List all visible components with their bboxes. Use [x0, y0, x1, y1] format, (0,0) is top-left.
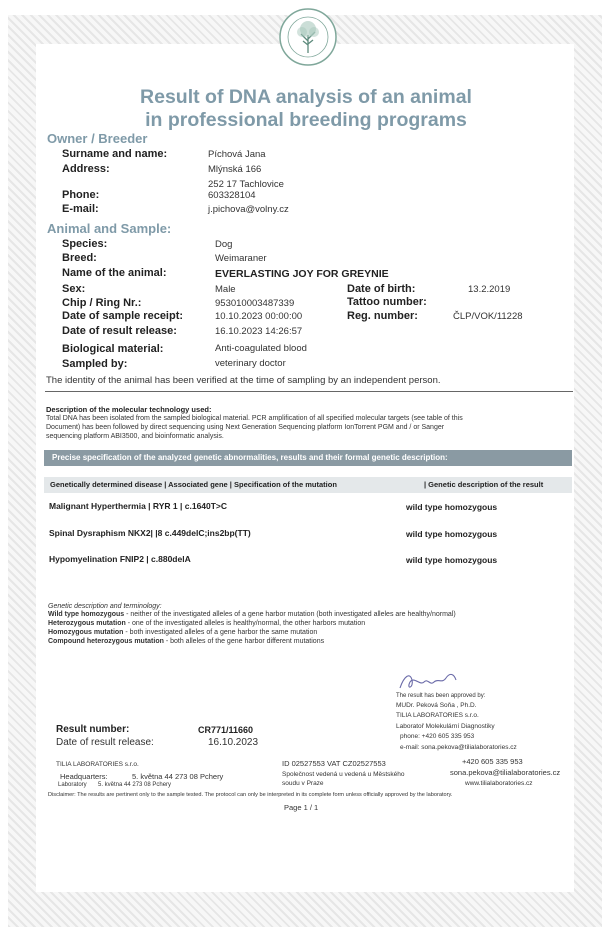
approver-phone: phone: +420 605 335 953: [400, 733, 475, 740]
terminology-item-4: Compound heterozygous mutation - both alleles of the gene harbor different mutations: [48, 638, 325, 645]
table-row-3-result: wild type homozygous: [406, 555, 498, 565]
address-line1: Mlýnská 166: [208, 164, 262, 175]
results-table-header: [44, 477, 572, 493]
footer-hq-value: 5. května 44 273 08 Pchery: [132, 772, 224, 781]
col-disease-header: Genetically determined disease | Associated gene | Specification of the mutation: [50, 480, 337, 489]
footer-lab-value: 5. května 44 273 08 Pchery: [98, 782, 172, 788]
tilia-seal-logo: [277, 7, 339, 67]
footer-disclaimer: Disclaimer: The results are pertinent only to the sample tested. The protocol can only be interpreted in its complete form unless officially approved by the laboratory.: [48, 792, 453, 798]
footer-hq-label: Headquarters:: [60, 772, 108, 781]
terminology-item-2: Heterozygous mutation - one of the investigated alleles is healthy/normal, the other harbors mutation: [48, 620, 366, 627]
animal-name-label: Name of the animal:: [62, 267, 167, 279]
receipt-label: Date of sample receipt:: [62, 310, 184, 322]
tattoo-label: Tattoo number:: [347, 296, 427, 308]
document-title-line1: Result of DNA analysis of an animal: [140, 86, 472, 108]
technology-line3: sequencing platform ABI3500, and bioinformatic analysis.: [46, 433, 224, 440]
breed-label: Breed:: [62, 252, 97, 264]
surname-label: Surname and name:: [62, 148, 168, 160]
result-number-label: Result number:: [56, 724, 130, 735]
animal-name-value: EVERLASTING JOY FOR GREYNIE: [215, 268, 389, 280]
breed-value: Weimaraner: [215, 253, 267, 264]
document-title-line2: in professional breeding programs: [145, 109, 467, 131]
table-row-2-result: wild type homozygous: [406, 529, 498, 539]
phone-value: 603328104: [208, 190, 256, 201]
col-result-header: | Genetic description of the result: [424, 480, 544, 489]
dob-value: 13.2.2019: [468, 284, 511, 295]
identity-note: The identity of the animal has been verified at the time of sampling by an independent person.: [46, 375, 441, 386]
table-row-2-test: Spinal Dysraphism NKX2| |8 c.449delC;ins2bp(TT): [49, 528, 251, 538]
footer-email: sona.pekova@tilialaboratories.cz: [450, 768, 561, 777]
material-value: Anti-coagulated blood: [215, 343, 307, 354]
terminology-item-3: Homozygous mutation - both investigated alleles of a gene harbor the same mutation: [48, 629, 318, 636]
approver-company: TILIA LABORATORIES s.r.o.: [396, 712, 479, 719]
surname-value: Píchová Jana: [208, 149, 266, 160]
release-value: 16.10.2023 14:26:57: [215, 326, 303, 337]
footer-page-number: Page 1 / 1: [284, 803, 319, 812]
technology-line1: Total DNA has been isolated from the sampled biological material. PCR amplification of all specified molecular targets (see table of this: [46, 415, 463, 422]
chip-label: Chip / Ring Nr.:: [62, 297, 142, 309]
sex-value: Male: [215, 284, 236, 295]
species-value: Dog: [215, 239, 233, 250]
divider: [45, 391, 573, 392]
technology-title: Description of the molecular technology used:: [46, 405, 212, 414]
sex-label: Sex:: [62, 283, 86, 295]
result-date-value: 16.10.2023: [208, 737, 259, 748]
footer-phone: +420 605 335 953: [462, 757, 523, 766]
table-row-3-test: Hypomyelination FNIP2 | c.880delA: [49, 554, 191, 564]
approver-dept: Laboratoř Molekulární Diagnostiky: [396, 723, 495, 730]
footer-id: ID 02527553 VAT CZ02527553: [282, 759, 386, 768]
footer-registry-1: Společnost vedená u vedená u Městského: [282, 771, 405, 778]
receipt-value: 10.10.2023 00:00:00: [215, 311, 303, 322]
footer-lab-label: Laboratory: [58, 782, 87, 788]
phone-label: Phone:: [62, 189, 100, 201]
address-label: Address:: [62, 163, 110, 175]
terminology-title: Genetic description and terminology:: [48, 603, 162, 610]
footer-registry-2: soudu v Praze: [282, 780, 324, 787]
terminology-item-1: Wild type homozygous - neither of the investigated alleles of a gene harbor mutation (both investigated alleles are healthy/normal): [48, 611, 456, 618]
result-number-value: CR771/11660: [198, 725, 254, 735]
approved-by: The result has been approved by:: [396, 693, 486, 699]
sampled-value: veterinary doctor: [215, 358, 286, 369]
email-label: E-mail:: [62, 203, 99, 215]
approver-name: MUDr. Peková Soňa , Ph.D.: [396, 702, 477, 709]
chip-value: 953010003487339: [215, 298, 295, 309]
sampled-label: Sampled by:: [62, 358, 128, 370]
reg-value: ČLP/VOK/11228: [453, 311, 523, 322]
footer-company: TILIA LABORATORIES s.r.o.: [56, 761, 139, 768]
technology-line2: Document) has been followed by direct sequencing using Next Generation Sequencing platform IonTorrent PGM and / or Sanger: [46, 424, 445, 431]
footer-web: www.tilialaboratories.cz: [465, 780, 533, 787]
address-line2: 252 17 Tachlovice: [208, 179, 284, 190]
approver-email: e-mail: sona.pekova@tilialaboratories.cz: [400, 744, 517, 751]
dob-label: Date of birth:: [347, 283, 416, 295]
signature-image: [396, 668, 460, 694]
results-bar: Precise specification of the analyzed genetic abnormalities, results and their formal genetic description:: [44, 450, 572, 466]
table-row-1-test: Malignant Hyperthermia | RYR 1 | c.1640T>C: [49, 501, 228, 511]
email-value: j.pichova@volny.cz: [208, 204, 289, 215]
material-label: Biological material:: [62, 343, 164, 355]
species-label: Species:: [62, 238, 108, 250]
reg-label: Reg. number:: [347, 310, 418, 322]
result-date-label: Date of result release:: [56, 737, 154, 748]
table-row-1-result: wild type homozygous: [406, 502, 498, 512]
release-label: Date of result release:: [62, 325, 177, 337]
owner-section-title: Owner / Breeder: [47, 131, 148, 146]
animal-section-title: Animal and Sample:: [47, 221, 172, 236]
